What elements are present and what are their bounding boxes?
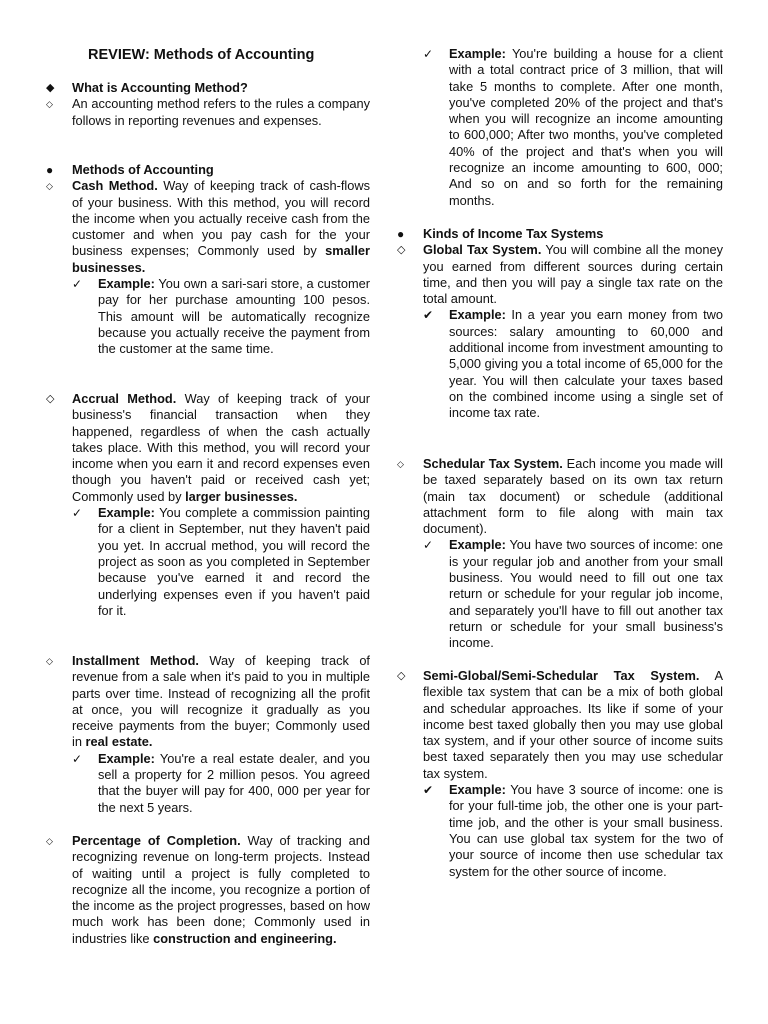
- term-label: Accrual Method.: [72, 391, 177, 406]
- check-icon: ✓: [423, 47, 434, 61]
- diamond-outline-icon: ◇: [46, 836, 53, 846]
- term-label: Cash Method.: [72, 178, 158, 194]
- term-label: Global Tax System.: [423, 242, 542, 258]
- section-what-is: [46, 80, 370, 129]
- paragraph: An accounting method refers to the rules a company follows in reporting revenues and expenses.: [72, 96, 370, 128]
- check-icon: ✓: [423, 538, 434, 553]
- definition-text: A flexible tax system that can be a mix of both global and schedular approaches. Its like if some of your income best taxed globally then you may use global tax system, and if your other source of income suits best taxed separately then you may use schedular tax system.: [423, 668, 723, 781]
- example-text: You have 3 source of income: one is for your full-time job, the other one is your part-time job, and the other is your small business. You can use global tax system for the two of your source of income then use schedular tax system for the other source of income.: [449, 782, 723, 879]
- diamond-outline-icon: ◇: [397, 459, 404, 469]
- diamond-filled-icon: ◆: [46, 82, 55, 94]
- definition-text: Each income you made will be taxed separately based on its own tax return (main tax document) or schedule (additional attachment form to file along with main tax document).: [423, 456, 723, 537]
- definition-text: Way of keeping track of cash-flows of your business. With this method, you will record the income when you actually receive cash from the customer and when you pay cash for the your business expenses; Commonly used by: [72, 178, 370, 259]
- definition-text: Way of tracking and recognizing revenue on long-term projects. Instead of waiting until a project is fully completed to recognize all the income, you recognize a portion of the income as the project progresses, based on how much work has been done; Commonly used in industries like: [72, 833, 370, 946]
- check-icon: ✓: [72, 277, 83, 292]
- example-text: You complete a commission painting for a client in September, nut they haven't paid you yet. In accrual method, you will record the project as soon as you completed in September because you've earned it and record the underlying expenses even if you haven't paid for it.: [98, 505, 370, 618]
- example-label: Example:: [98, 750, 155, 766]
- section-methods: [46, 162, 370, 358]
- emphasis-text: smaller businesses.: [72, 243, 370, 275]
- example-label: Example:: [449, 307, 506, 323]
- section-kinds-tax: [397, 226, 723, 422]
- term-label: Semi-Global/Semi-Schedular Tax System.: [423, 668, 700, 683]
- global-example: [397, 307, 723, 421]
- schedular-example: [397, 537, 723, 651]
- percentage-method-item: [46, 833, 370, 947]
- semi-tax-item: [397, 668, 723, 880]
- diamond-outline-icon: ◇: [46, 181, 53, 192]
- check-icon: ✓: [72, 751, 83, 766]
- definition-text: Way of keeping track of your business's financial transaction when they happened, regardless of when the cash actually takes place. With this method, you will record your income when you earn it and record expenses even though you haven't paid or received cash yet; Commonly used by: [72, 391, 371, 504]
- diamond-outline-bold-icon: ◇: [46, 393, 55, 405]
- example-label: Example:: [98, 505, 155, 521]
- example-text: You're building a house for a client with a total contract price of 3 million, that will take 5 months to complete. After one month, you've completed 20% of the project and that's when you will recognize an income amounting to 600,000; After two months, you've completed 40% of the project and that's when you will recognize an income amounting to 600, 000; And so on and so forth for the remaining months.: [449, 46, 723, 208]
- cash-method-item: [46, 178, 370, 276]
- example-text: You own a sari-sari store, a customer pay for her purchase amounting 100 pesos. This amount will be automatically recognize because you actually receive the payment from the customer at the same time.: [98, 276, 370, 357]
- semi-example: [397, 782, 723, 880]
- example-label: Example:: [449, 782, 506, 798]
- check-icon: ✓: [72, 506, 83, 521]
- section-heading: What is Accounting Method?: [72, 80, 248, 95]
- diamond-outline-bold-icon: ◇: [397, 244, 406, 257]
- schedular-tax-item: [397, 456, 723, 652]
- section-heading: Methods of Accounting: [72, 162, 214, 177]
- term-label: Percentage of Completion.: [72, 833, 241, 848]
- global-tax-item: [397, 242, 723, 307]
- page-title: REVIEW: Methods of Accounting: [88, 47, 315, 63]
- section-heading: Kinds of Income Tax Systems: [423, 226, 604, 241]
- diamond-outline-bold-icon: ◇: [397, 670, 406, 682]
- example-text: In a year you earn money from two sources: salary amounting to 60,000 and additional income from investment amounting to 5,000 giving you a total income of 65,000 for the year. You will then calculate your taxes based on the combined income using a single set of income tax rate.: [449, 307, 723, 421]
- accrual-method-item: [46, 391, 370, 619]
- installment-method-item: [46, 653, 370, 816]
- bullet-dot-icon: ●: [46, 163, 54, 177]
- example-label: Example:: [449, 537, 506, 553]
- emphasis-text: larger businesses.: [185, 488, 298, 504]
- emphasis-text: construction and engineering.: [153, 930, 337, 946]
- check-icon: ✔: [423, 308, 434, 323]
- check-icon: ✔: [423, 783, 434, 798]
- diamond-outline-icon: ◇: [46, 656, 53, 666]
- emphasis-text: real estate.: [85, 734, 153, 750]
- installment-example: [46, 751, 370, 816]
- cash-example: [46, 276, 370, 357]
- definition-text: Way of keeping track of revenue from a sale when it's paid to you in multiple parts over time. Instead of recognizing all the profit at once, you will recognize it gradually as you receive payments from the buyer; Commonly used in: [72, 653, 370, 750]
- example-text: You have two sources of income: one is your regular job and another from your small business. You would need to fill out one tax return or schedule for your regular job income, and separately you'll have to fill out another tax return or schedule for your small business's income.: [449, 537, 723, 651]
- diamond-outline-icon: ◇: [46, 99, 53, 110]
- term-label: Schedular Tax System.: [423, 456, 563, 471]
- definition-text: You will combine all the money you earned from different sources during certain time, and then you will pay a single tax rate on the total amount.: [423, 242, 723, 307]
- example-label: Example:: [449, 46, 506, 61]
- example-text: You're a real estate dealer, and you sell a property for 2 million pesos. You agreed that the buyer will pay for 400, 000 per year for the next 5 years.: [98, 750, 370, 815]
- accrual-example: [46, 505, 370, 619]
- term-label: Installment Method.: [72, 653, 199, 668]
- percentage-example: [397, 46, 723, 209]
- bullet-dot-icon: ●: [397, 227, 405, 241]
- example-label: Example:: [98, 276, 155, 292]
